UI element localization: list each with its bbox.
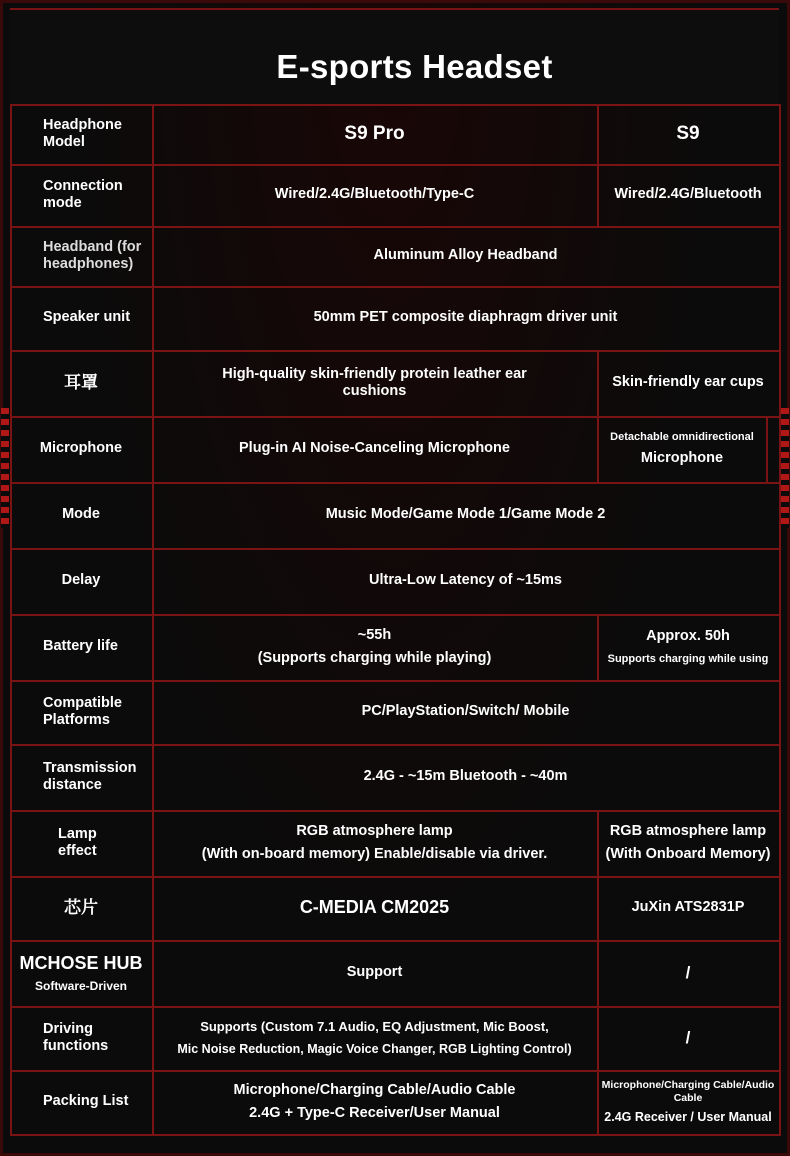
cell-s9pro-lamp [152,810,597,876]
grid-horizontal-line [10,1134,779,1136]
cell-s9pro-chip: C-MEDIA CM2025 [299,897,450,918]
row-label-hub [10,940,152,1006]
row-label-model: Headphone Model [43,116,122,150]
row-label-platforms: Compatible Platforms [43,694,122,728]
cell-headband: Aluminum Alloy Headband [373,247,558,264]
row-label-packing: Packing List [43,1093,129,1110]
hub-label-line1: MCHOSE HUB [19,953,143,973]
page-title: E-sports Headset [276,48,553,85]
s9pro-lamp-line2: (With on-board memory) Enable/disable via driver. [201,846,548,862]
row-label-mode: Mode [62,506,100,523]
s9-battery-line1: Approx. 50h [646,628,730,645]
s9-lamp-line2: (With Onboard Memory) [605,846,771,862]
cell-s9pro-hub: Support [346,964,403,981]
s9-microphone-line2: Microphone [640,449,724,466]
cell-s9-ear-cups: Skin-friendly ear cups [612,374,764,391]
s9pro-driving-line1: Supports (Custom 7.1 Audio, EQ Adjustment, Mic Boost, [200,1018,549,1034]
cell-s9pro-ear-cups: High-quality skin-friendly protein leather ear cushions [222,365,527,399]
s9pro-driving-line2: Mic Noise Reduction, Magic Voice Changer, RGB Lighting Control) [177,1042,572,1057]
cell-s9-battery [597,614,779,680]
cell-s9-packing [597,1070,779,1134]
cell-transmission: 2.4G - ~15m Bluetooth - ~40m [363,768,568,785]
row-label-headband: Headband (for headphones) [43,238,142,272]
cell-delay: Ultra-Low Latency of ~15ms [369,572,562,589]
cell-s9pro-packing [152,1070,597,1134]
cell-s9-hub: / [685,962,691,982]
cell-s9-connection: Wired/2.4G/Bluetooth [614,186,762,203]
cell-s9pro-battery [152,614,597,680]
s9-microphone-line1: Detachable omnidirectional [610,430,754,443]
s9-battery-line2: Supports charging while using [607,652,769,665]
s9pro-lamp-line1: RGB atmosphere lamp [296,822,453,839]
row-label-transmission: Transmission distance [43,759,137,793]
cell-s9-driving: / [685,1027,691,1047]
row-label-chip: 芯片 [64,897,98,917]
cell-s9pro-model: S9 Pro [344,122,405,144]
cell-s9-chip: JuXin ATS2831P [631,899,745,916]
row-label-speaker: Speaker unit [43,309,131,326]
s9pro-packing-line1: Microphone/Charging Cable/Audio Cable [233,1081,516,1098]
row-label-lamp: Lamp effect [58,825,97,859]
grid-vertical-line [779,104,781,1136]
s9-lamp-line1: RGB atmosphere lamp [609,822,767,839]
cell-s9pro-microphone: Plug-in AI Noise-Canceling Microphone [239,440,510,457]
side-decoration-right [781,408,789,528]
cell-speaker: 50mm PET composite diaphragm driver unit [313,309,618,326]
s9pro-battery-line1: ~55h [357,626,392,643]
row-label-ear-cups: 耳罩 [64,372,98,392]
side-decoration-left [1,408,9,528]
cell-s9-model: S9 [676,122,700,144]
row-label-connection: Connection mode [43,177,123,211]
s9-packing-line1: Microphone/Charging Cable/Audio Cable [601,1079,775,1104]
s9pro-battery-line2: (Supports charging while playing) [257,650,492,666]
s9pro-packing-line2: 2.4G + Type-C Receiver/User Manual [249,1105,500,1121]
cell-s9pro-connection: Wired/2.4G/Bluetooth/Type-C [274,186,475,203]
row-label-microphone: Microphone [39,440,123,457]
cell-s9pro-driving [152,1006,597,1070]
row-label-driving: Driving functions [43,1020,109,1054]
hub-label-line2: Software-Driven [34,978,128,993]
cell-mode: Music Mode/Game Mode 1/Game Mode 2 [325,506,606,523]
cell-platforms: PC/PlayStation/Switch/ Mobile [361,703,570,720]
row-label-battery: Battery life [43,638,118,655]
cell-s9-lamp [597,810,779,876]
s9-packing-line2: 2.4G Receiver / User Manual [604,1109,772,1124]
cell-s9-microphone [597,416,767,482]
row-label-delay: Delay [61,572,101,589]
